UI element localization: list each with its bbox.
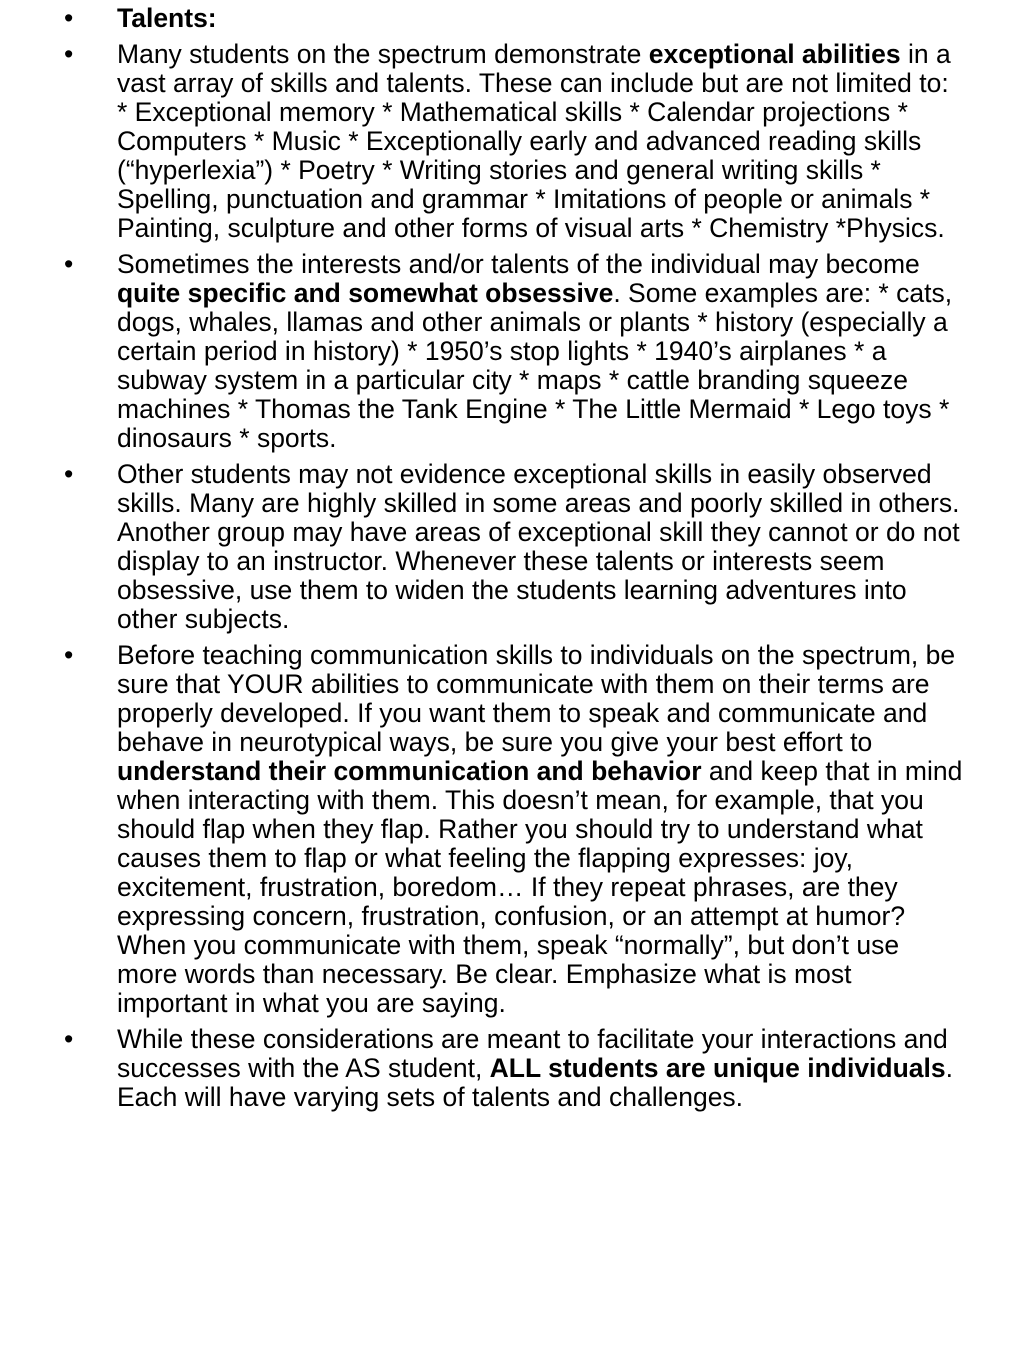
body-text: . Some examples are: * cats, dogs, whales, llamas and other animals or plants * history (especially a certain period in history) * 1950’s stop lights * 1940’s airplanes * a subway system in a particular city * maps * cattle branding squeeze machines * Thomas the Tank Engine * The Little Mermaid * Lego toys * dinosaurs * sports. (117, 278, 953, 453)
emphasized-text: quite specific and somewhat obsessive (117, 278, 614, 308)
emphasized-text: ALL students are unique individuals (489, 1053, 946, 1083)
body-text: Before teaching communication skills to individuals on the spectrum, be sure that YOUR abilities to communicate with them on their terms are properly developed. If you want them to speak and communicate and behave in neurotypical ways, be sure you give your best effort to (117, 640, 956, 757)
bullet-glyph: • (64, 39, 74, 69)
bullet-text (117, 1024, 953, 1112)
bullet-glyph: • (64, 249, 74, 279)
emphasized-text: understand their communication and behavior (117, 756, 702, 786)
bullet-item (0, 1025, 1024, 1112)
bullet-glyph: • (64, 3, 74, 33)
bullet-item (0, 250, 1024, 453)
bullet-list (0, 4, 1024, 1112)
bullet-text (117, 249, 952, 453)
emphasized-text: exceptional abilities (648, 39, 901, 69)
emphasized-text: Talents: (117, 3, 217, 33)
bullet-item (0, 460, 1024, 634)
bullet-text (117, 39, 951, 243)
bullet-item (0, 40, 1024, 243)
bullet-glyph: • (64, 1024, 74, 1054)
body-text: in a vast array of skills and talents. These can include but are not limited to: * Exceptional memory * Mathematical skills * Calendar projections * Computers * Music * Exceptionally early and advanced reading skills (“hyperlexia”) * Poetry * Writing stories and general writing skills * Spelling, punctuation and grammar * Imitations of people or animals * Painting, sculpture and other forms of visual arts * Chemistry *Physics. (117, 39, 951, 243)
bullet-glyph: • (64, 459, 74, 489)
body-text: Many students on the spectrum demonstrate (117, 39, 649, 69)
body-text: Other students may not evidence exceptional skills in easily observed skills. Many are highly skilled in some areas and poorly skilled in others. Another group may have areas of exceptional skill they cannot or do not display to an instructor. Whenever these talents or interests seem obsessive, use them to widen the students learning adventures into other subjects. (117, 459, 960, 634)
bullet-text (117, 3, 217, 33)
bullet-text (117, 459, 960, 634)
body-text: While these considerations are meant to facilitate your interactions and successes with the AS student, (117, 1024, 948, 1083)
bullet-text (117, 640, 962, 1018)
bullet-glyph: • (64, 640, 74, 670)
bullet-item (0, 641, 1024, 1018)
body-text: and keep that in mind when interacting with them. This doesn’t mean, for example, that you should flap when they flap. Rather you should try to understand what causes them to flap or what feeling the flapping expresses: joy, excitement, frustration, boredom… If they repeat phrases, are they expressing concern, frustration, confusion, or an attempt at humor? When you communicate with them, speak “normally”, but don’t use more words than necessary. Be clear. Emphasize what is most important in what you are saying. (117, 756, 963, 1018)
body-text: . Each will have varying sets of talents and challenges. (117, 1053, 954, 1112)
bullet-item (0, 4, 1024, 33)
body-text: Sometimes the interests and/or talents of the individual may become (117, 249, 920, 279)
